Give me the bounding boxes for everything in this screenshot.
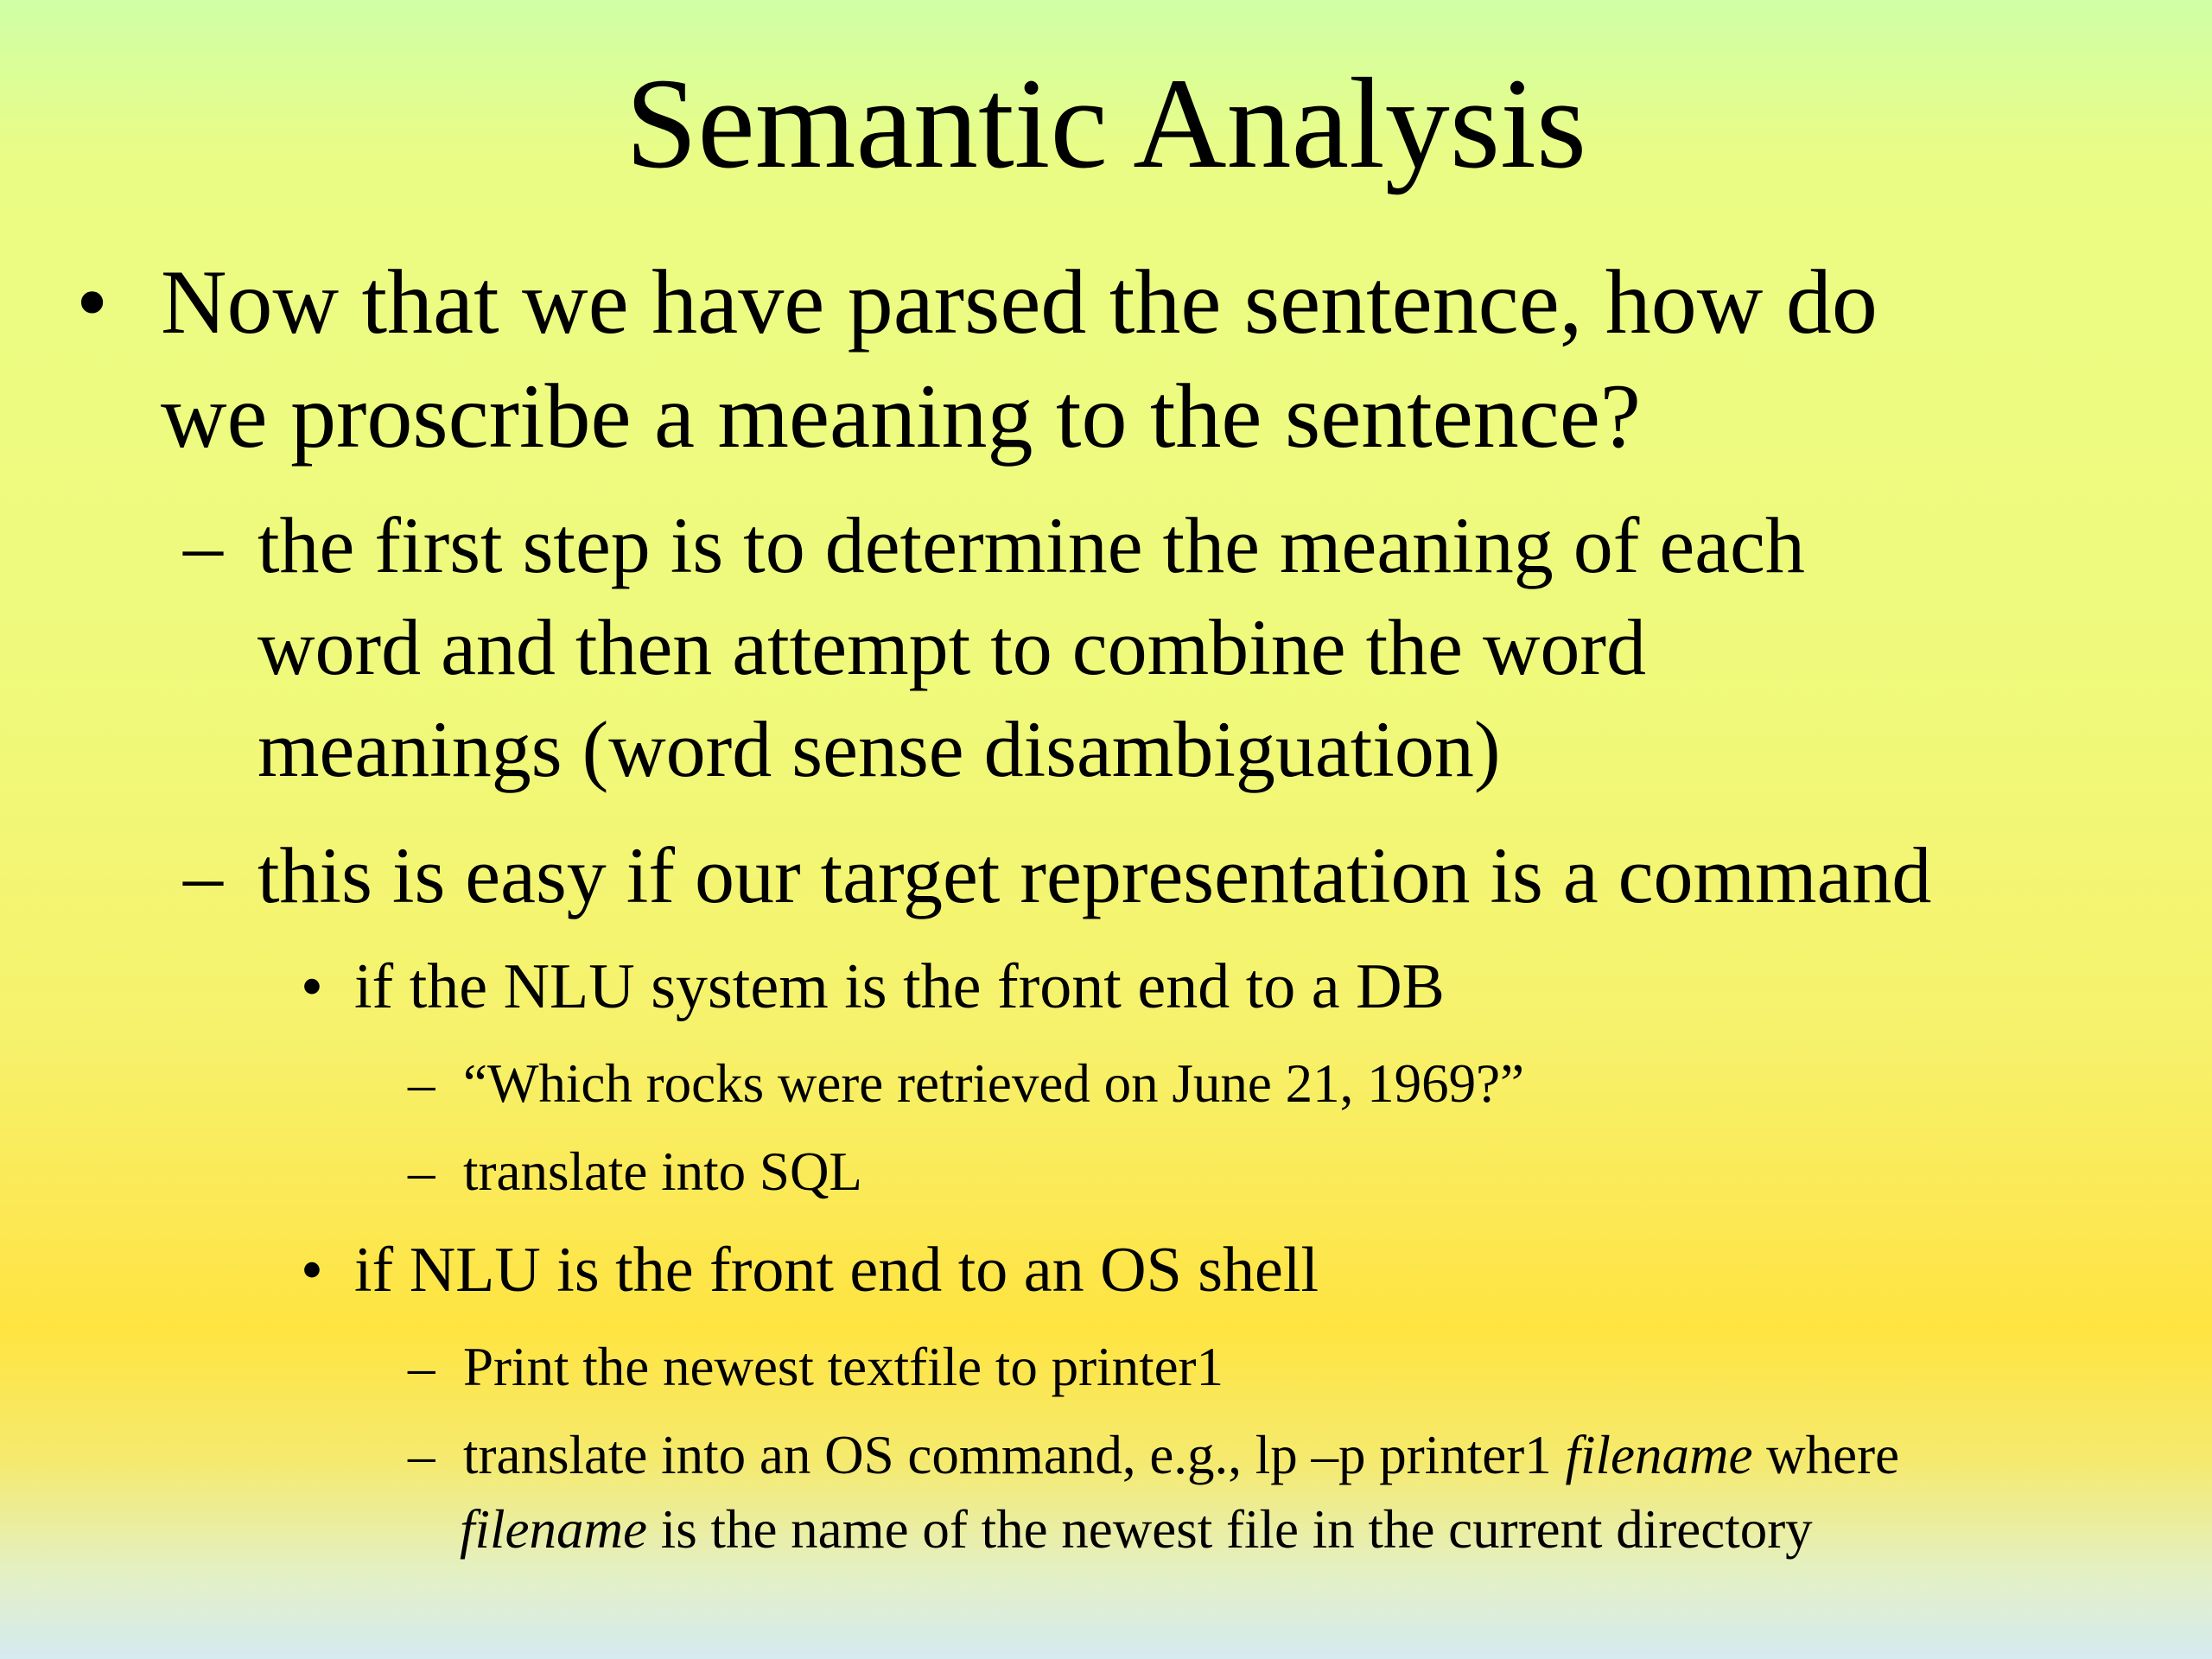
dash-text-line: word and then attempt to combine the word [257, 603, 1647, 691]
italic-term: filename [1565, 1425, 1753, 1485]
sub-bullet-marker: • [301, 1235, 323, 1306]
dash-text-line: this is easy if our target representation is a command [257, 831, 1932, 919]
bullet-marker: • [76, 251, 109, 353]
sub-dash-text: Print the newest textfile to printer1 [463, 1337, 1224, 1397]
sub-bullet-marker: • [301, 951, 323, 1022]
sub-dash-marker: – [408, 1141, 435, 1202]
slide-title: Semantic Analysis [625, 52, 1587, 195]
text-run: is the name of the newest file in the current directory [646, 1499, 1813, 1560]
sub-bullet-text: if NLU is the front end to an OS shell [354, 1235, 1319, 1306]
sub-bullet-text: if the NLU system is the front end to a DB [354, 951, 1445, 1022]
sub-dash-text-line [463, 1419, 1899, 1491]
italic-term: filename [460, 1499, 647, 1560]
dash-text-line: meanings (word sense disambiguation) [257, 705, 1501, 793]
sub-dash-marker: – [408, 1425, 435, 1485]
bullet-text-line: we proscribe a meaning to the sentence? [161, 365, 1641, 467]
sub-dash-marker: – [408, 1053, 435, 1114]
sub-dash-text-line [460, 1493, 1813, 1566]
text-run: translate into an OS command, e.g., lp –p printer1 [463, 1425, 1566, 1485]
bullet-text-line: Now that we have parsed the sentence, how do [161, 251, 1878, 353]
dash-marker: – [183, 831, 223, 919]
dash-text-line: the first step is to determine the meaning of each [257, 501, 1805, 589]
sub-dash-marker: – [408, 1337, 435, 1397]
text-run: where [1752, 1425, 1900, 1485]
sub-dash-text: “Which rocks were retrieved on June 21, 1969?” [463, 1053, 1525, 1114]
dash-marker: – [183, 501, 223, 589]
sub-dash-text: translate into SQL [463, 1141, 862, 1202]
